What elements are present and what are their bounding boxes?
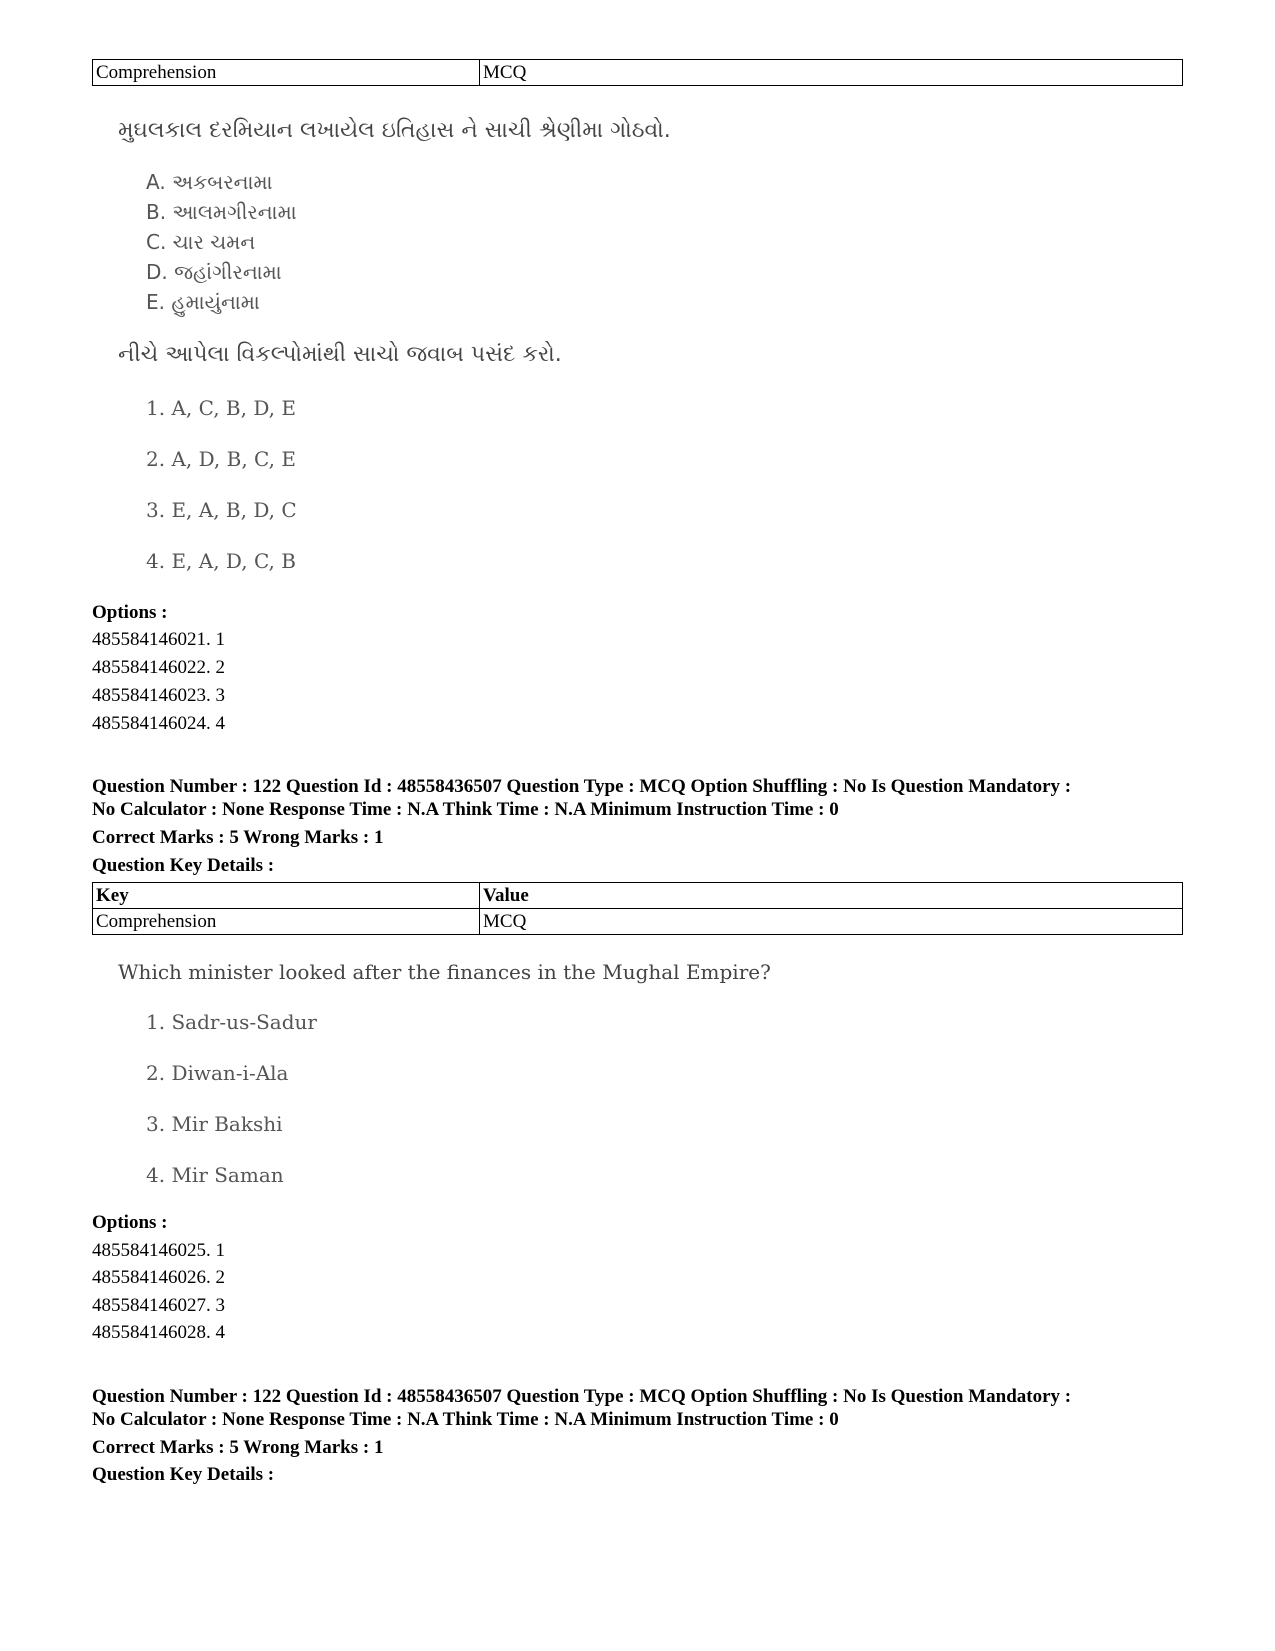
question-meta-line: No Calculator : None Response Time : N.A Think Time : N.A Minimum Instruction Time : 0 — [92, 799, 839, 820]
list-item: C. ચાર ચમન — [146, 230, 256, 254]
answer-choice: 4. E, A, D, C, B — [146, 549, 296, 573]
table-header-row — [93, 883, 1183, 909]
answer-choice: 1. Sadr-us-Sadur — [146, 1010, 317, 1034]
table-cell-key: Comprehension — [93, 909, 480, 935]
answer-choice: 2. A, D, B, C, E — [146, 447, 296, 471]
table-header-value: Value — [480, 883, 1183, 909]
question-statement: મુઘલકાલ દરમિયાન લખાયેલ ઇતિહાસ ને સાચી શ્રેણીમા ગોઠવો. — [118, 118, 671, 143]
question-image-gujarati — [118, 118, 818, 588]
table-cell-key: Comprehension — [93, 60, 480, 86]
list-item: E. હુમાયુંનામા — [146, 290, 260, 314]
option-id: 485584146022. 2 — [92, 657, 225, 678]
question-marks: Correct Marks : 5 Wrong Marks : 1 — [92, 827, 384, 848]
answer-choice: 4. Mir Saman — [146, 1163, 284, 1187]
answer-choice: 3. Mir Bakshi — [146, 1112, 283, 1136]
option-id: 485584146025. 1 — [92, 1240, 225, 1261]
table-header-key: Key — [93, 883, 480, 909]
question-meta-line: Question Number : 122 Question Id : 48558436507 Question Type : MCQ Option Shuffling : No Is Question Mandatory : — [92, 776, 1072, 797]
list-item: A. અકબરનામા — [146, 170, 273, 194]
question-statement: Which minister looked after the finances in the Mughal Empire? — [118, 960, 771, 984]
answer-choice: 2. Diwan-i-Ala — [146, 1061, 289, 1085]
option-id: 485584146024. 4 — [92, 713, 225, 734]
option-id: 485584146026. 2 — [92, 1267, 225, 1288]
question-marks: Correct Marks : 5 Wrong Marks : 1 — [92, 1437, 384, 1458]
question-meta-line: Question Number : 122 Question Id : 48558436507 Question Type : MCQ Option Shuffling : No Is Question Mandatory : — [92, 1386, 1072, 1407]
table-cell-value: MCQ — [480, 60, 1183, 86]
question-key-table — [92, 882, 1183, 935]
option-id: 485584146028. 4 — [92, 1322, 225, 1343]
question-key-details-title: Question Key Details : — [92, 1464, 275, 1485]
option-id: 485584146027. 3 — [92, 1295, 225, 1316]
option-id: 485584146021. 1 — [92, 629, 225, 650]
question-prompt: નીચે આપેલા વિકલ્પોમાંથી સાચો જવાબ પસંદ કરો. — [118, 342, 562, 367]
answer-choice: 1. A, C, B, D, E — [146, 396, 296, 420]
question-key-details-title: Question Key Details : — [92, 855, 275, 876]
question-key-table-top — [92, 59, 1183, 86]
table-cell-value: MCQ — [480, 909, 1183, 935]
table-row — [93, 60, 1183, 86]
question-image-english — [118, 960, 878, 1200]
list-item: D. જહાંગીરનામા — [146, 260, 282, 284]
list-item: B. આલમગીરનામા — [146, 200, 297, 224]
question-meta-line: No Calculator : None Response Time : N.A Think Time : N.A Minimum Instruction Time : 0 — [92, 1409, 839, 1430]
options-title: Options : — [92, 602, 168, 623]
options-title: Options : — [92, 1212, 168, 1233]
answer-choice: 3. E, A, B, D, C — [146, 498, 297, 522]
option-id: 485584146023. 3 — [92, 685, 225, 706]
table-row — [93, 909, 1183, 935]
